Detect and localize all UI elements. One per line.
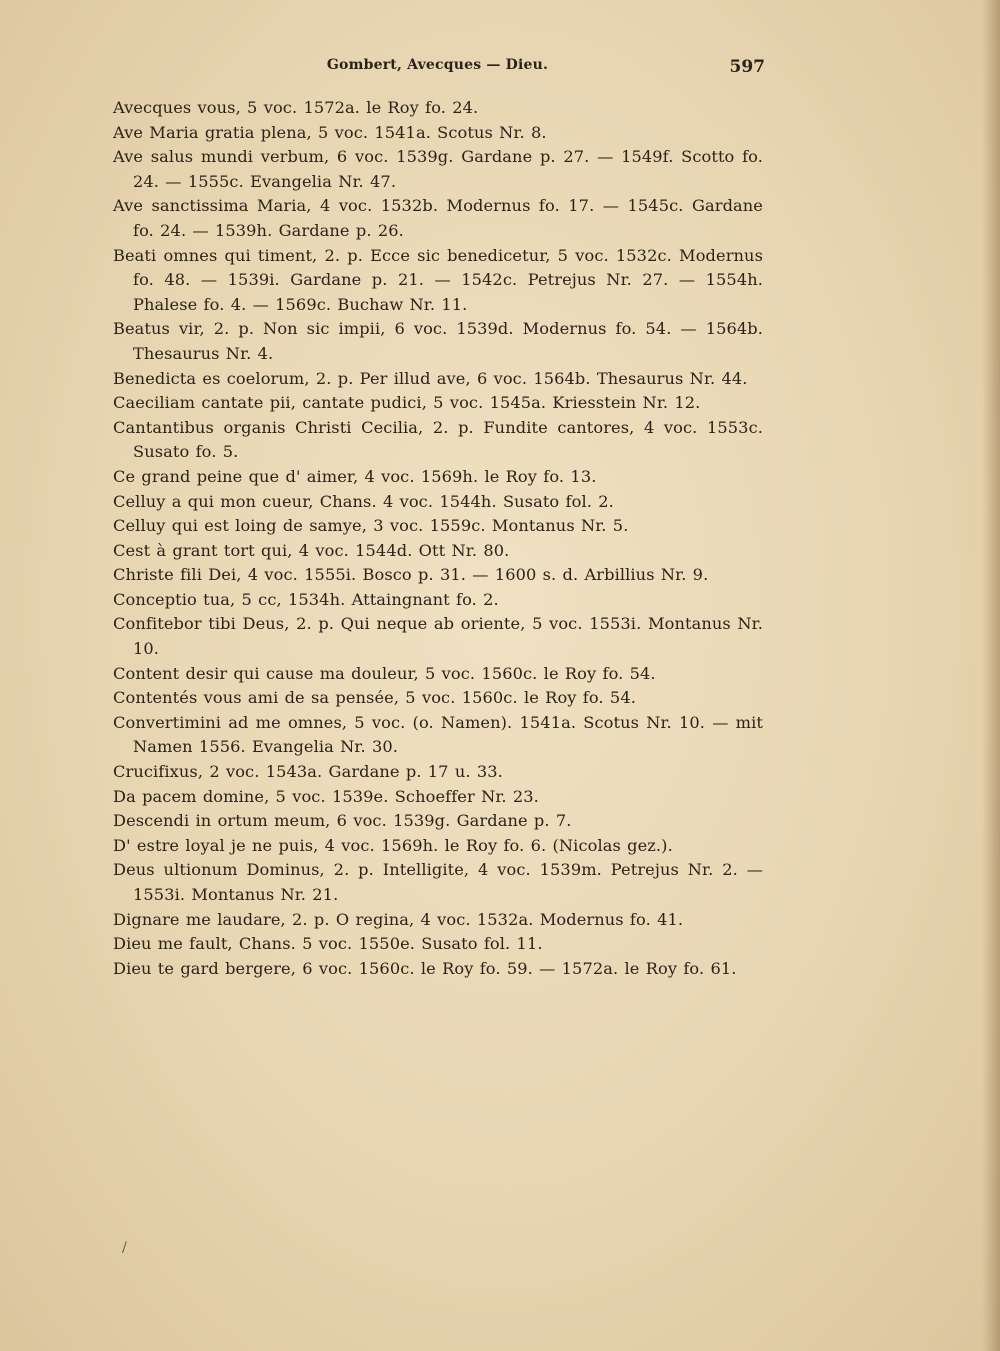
index-entry: Avecques vous, 5 voc. 1572a. le Roy fo. 24. [113, 98, 479, 117]
index-entry: D' estre loyal je ne puis, 4 voc. 1569h. le Roy fo. 6. (Nicolas gez.). [113, 835, 673, 855]
index-entry: Celluy a qui mon cueur, Chans. 4 voc. 1544h. Susato fol. 2. [113, 491, 614, 511]
page-header [110, 57, 765, 79]
index-entry: Contentés vous ami de sa pensée, 5 voc. 1560c. le Roy fo. 54. [113, 688, 636, 708]
index-entry: Crucifixus, 2 voc. 1543a. Gardane p. 17 u. 33. [113, 762, 503, 782]
index-entry: Convertimini ad me omnes, 5 voc. (o. Namen). 1541a. Scotus Nr. 10. — mit Namen 1556. Evangelia Nr. 30. [113, 712, 763, 757]
index-entry: Beatus vir, 2. p. Non sic impii, 6 voc. 1539d. Modernus fo. 54. — 1564b. Thesaurus Nr. 4. [113, 319, 763, 363]
index-entry-list [113, 96, 763, 981]
index-entry: Cest à grant tort qui, 4 voc. 1544d. Ott Nr. 80. [113, 540, 510, 560]
index-entry: Dignare me laudare, 2. p. O regina, 4 voc. 1532a. Modernus fo. 41. [113, 909, 684, 929]
index-entry: Deus ultionum Dominus, 2. p. Intelligite, 4 voc. 1539m. Petrejus Nr. 2. — 1553i. Montanus Nr. 21. [113, 860, 763, 904]
index-entry: Ave Maria gratia plena, 5 voc. 1541a. Scotus Nr. 8. [113, 122, 547, 142]
index-entry: Ave sanctissima Maria, 4 voc. 1532b. Modernus fo. 17. — 1545c. Gardane fo. 24. — 1539h. Gardane p. 26. [113, 196, 763, 240]
index-entry: Ave salus mundi verbum, 6 voc. 1539g. Gardane p. 27. — 1549f. Scotto fo. 24. — 1555c. Evangelia Nr. 47. [113, 147, 763, 191]
index-entry: Ce grand peine que d' aimer, 4 voc. 1569h. le Roy fo. 13. [113, 466, 597, 486]
index-entry: Caeciliam cantate pii, cantate pudici, 5 voc. 1545a. Kriesstein Nr. 12. [113, 393, 701, 413]
index-entry: Confitebor tibi Deus, 2. p. Qui neque ab oriente, 5 voc. 1553i. Montanus Nr. 10. [113, 614, 763, 659]
index-entry: Christe fili Dei, 4 voc. 1555i. Bosco p. 31. — 1600 s. d. Arbillius Nr. 9. [113, 565, 709, 585]
index-entry: Celluy qui est loing de samye, 3 voc. 1559c. Montanus Nr. 5. [113, 516, 629, 536]
index-entry: Beati omnes qui timent, 2. p. Ecce sic benedicetur, 5 voc. 1532c. Modernus fo. 48. — 1539i. Gardane p. 21. — 1542c. Petrejus Nr. 27. — 1554h. Phalese fo. 4. — 1569c. Buchaw Nr. 11. [113, 245, 763, 314]
index-entry: Cantantibus organis Christi Cecilia, 2. p. Fundite cantores, 4 voc. 1553c. Susato fo. 5. [113, 417, 763, 462]
index-entry: Content desir qui cause ma douleur, 5 voc. 1560c. le Roy fo. 54. [113, 663, 656, 683]
page-number: 597 [729, 57, 765, 77]
pencil-mark: / [122, 1240, 127, 1256]
index-entry: Benedicta es coelorum, 2. p. Per illud ave, 6 voc. 1564b. Thesaurus Nr. 44. [113, 368, 748, 388]
index-entry: Conceptio tua, 5 cc, 1534h. Attaingnant fo. 2. [113, 589, 499, 609]
index-entry: Da pacem domine, 5 voc. 1539e. Schoeffer Nr. 23. [113, 786, 539, 806]
running-title: Gombert, Avecques — Dieu. [326, 57, 549, 73]
index-entry: Dieu me fault, Chans. 5 voc. 1550e. Susato fol. 11. [113, 934, 543, 954]
index-entry: Dieu te gard bergere, 6 voc. 1560c. le Roy fo. 59. — 1572a. le Roy fo. 61. [113, 958, 737, 978]
index-entry: Descendi in ortum meum, 6 voc. 1539g. Gardane p. 7. [113, 811, 572, 831]
page-edge-shadow [982, 0, 1000, 1351]
